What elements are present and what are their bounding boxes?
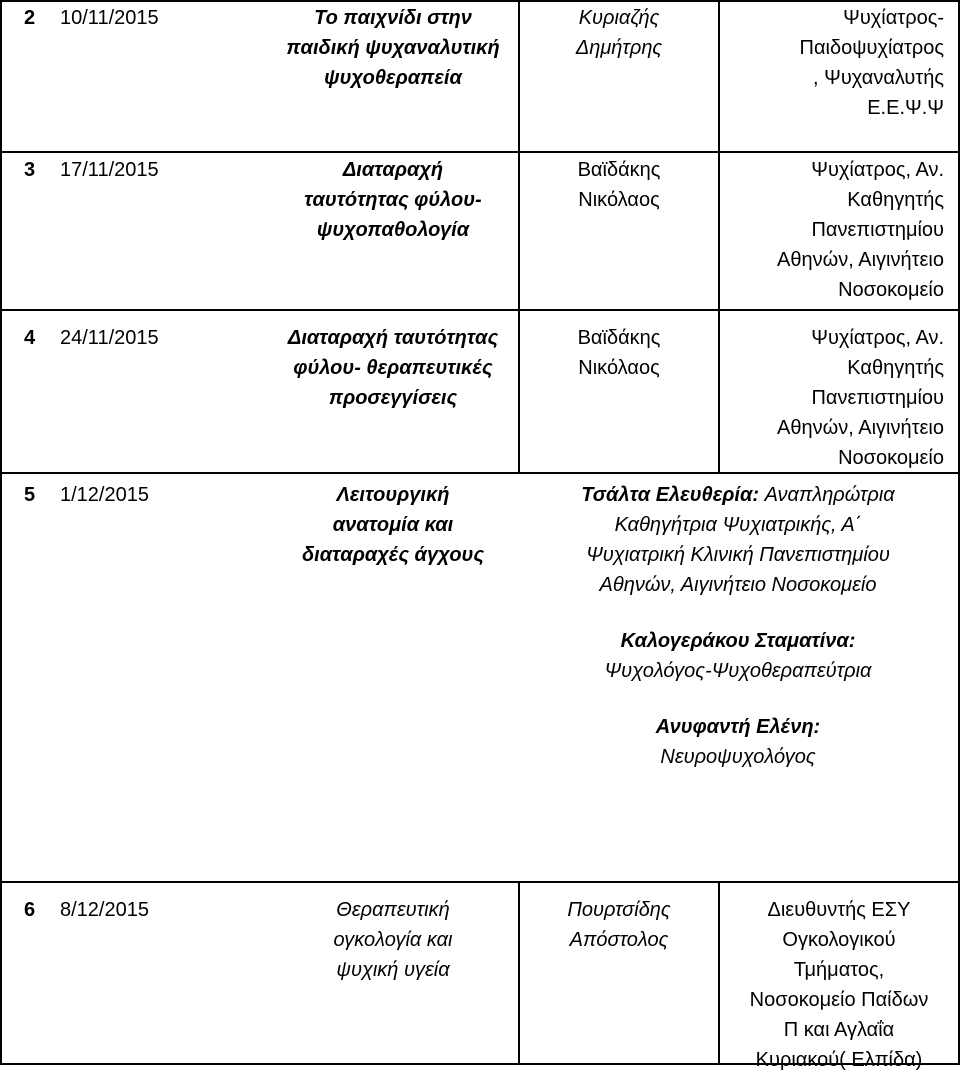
speaker-line: Πουρτσίδης [567,899,671,921]
role-line: Κυριακού( Ελπίδα) [755,1049,923,1071]
speaker-cell [520,895,718,955]
topic-line: Λειτουργική [336,484,450,506]
speakers-block [520,480,956,772]
speaker-cell [520,323,718,383]
topic-line: ανατομία και [332,514,454,536]
speaker-line: Βαϊδάκης [577,327,661,349]
speaker-name: Ανυφαντή Ελένη: [655,716,821,738]
role-line: Ψυχίατρος, Αν. [811,159,944,181]
row-date: 1/12/2015 [60,484,149,506]
row-date: 8/12/2015 [60,899,149,921]
topic-cell [266,323,520,413]
topic-cell [266,895,520,985]
speaker-cell [520,3,718,63]
row-divider [0,0,960,2]
speaker-line: Απόστολος [569,929,669,951]
role-line: Ογκολογικού [782,929,896,951]
row-number: 5 [24,484,36,506]
row-date: 24/11/2015 [60,327,159,349]
speaker-line: Νικόλαος [578,357,660,379]
role-line: Καθηγητής [847,189,944,211]
row-number: 3 [24,159,36,181]
role-line: Ψυχίατρος, Αν. [811,327,944,349]
role-cell [720,895,958,1075]
role-line: Διευθυντής ΕΣΥ [767,899,911,921]
role-line: Αθηνών, Αιγινήτειο [777,417,944,439]
role-line: Ψυχίατρος- [843,7,944,29]
topic-line: Το παιχνίδι στην [314,7,472,29]
role-line: Παιδοψυχίατρος [799,37,944,59]
topic-line: διαταραχές άγχους [301,544,485,566]
topic-line: Διαταραχή ταυτότητας [287,327,499,349]
role-line: Αθηνών, Αιγινήτειο [777,249,944,271]
speaker-line: Βαϊδάκης [577,159,661,181]
row-number: 2 [24,7,36,29]
role-line: , Ψυχαναλυτής [813,67,944,89]
role-cell [720,155,944,305]
speaker-desc: Ψυχολόγος-Ψυχοθεραπεύτρια [604,660,872,682]
role-line: Π και Αγλαΐα [783,1019,895,1041]
speaker-entry [520,480,956,510]
topic-line: προσεγγίσεις [328,387,458,409]
role-line: Νοσοκομείο [838,447,944,469]
topic-line: ογκολογία και [333,929,453,951]
role-cell [720,323,944,473]
topic-cell [266,480,520,570]
row-date: 17/11/2015 [60,159,159,181]
speaker-cell [520,155,718,215]
row-date: 10/11/2015 [60,7,159,29]
column-divider [0,0,2,1065]
role-line: Τμήματος, [793,959,885,981]
role-cell [720,3,944,123]
speaker-desc: Καθηγήτρια Ψυχιατρικής, Α΄ [614,514,862,536]
speaker-desc: Αθηνών, Αιγινήτειο Νοσοκομείο [599,574,877,596]
topic-line: ψυχοπαθολογία [316,219,470,241]
row-number: 4 [24,327,36,349]
row-divider [0,881,960,883]
role-line: Πανεπιστημίου [811,387,944,409]
role-line: Ε.Ε.Ψ.Ψ [867,97,944,119]
role-line: Νοσοκομείο [838,279,944,301]
topic-line: Διαταραχή [342,159,444,181]
topic-cell [266,155,520,245]
row-number: 6 [24,899,36,921]
speaker-desc: Ψυχιατρική Κλινική Πανεπιστημίου [586,544,890,566]
topic-line: παιδική ψυχαναλυτική [286,37,500,59]
row-divider [0,309,960,311]
topic-line: ταυτότητας φύλου- [304,189,482,211]
speaker-desc: Αναπληρώτρια [764,484,895,506]
topic-cell [266,3,520,93]
topic-line: ψυχοθεραπεία [324,67,462,89]
topic-line: φύλου- θεραπευτικές [293,357,493,379]
topic-line: Θεραπευτική [336,899,450,921]
row-divider [0,151,960,153]
speaker-line: Νικόλαος [578,189,660,211]
speaker-name: Καλογεράκου Σταματίνα: [620,630,856,652]
speaker-desc: Νευροψυχολόγος [660,746,816,768]
speaker-line: Κυριαζής [578,7,660,29]
speaker-name: Τσάλτα Ελευθερία: [581,484,760,506]
topic-line: ψυχική υγεία [336,959,450,981]
role-line: Νοσοκομείο Παίδων [749,989,929,1011]
speaker-line: Δημήτρης [575,37,663,59]
role-line: Καθηγητής [847,357,944,379]
role-line: Πανεπιστημίου [811,219,944,241]
